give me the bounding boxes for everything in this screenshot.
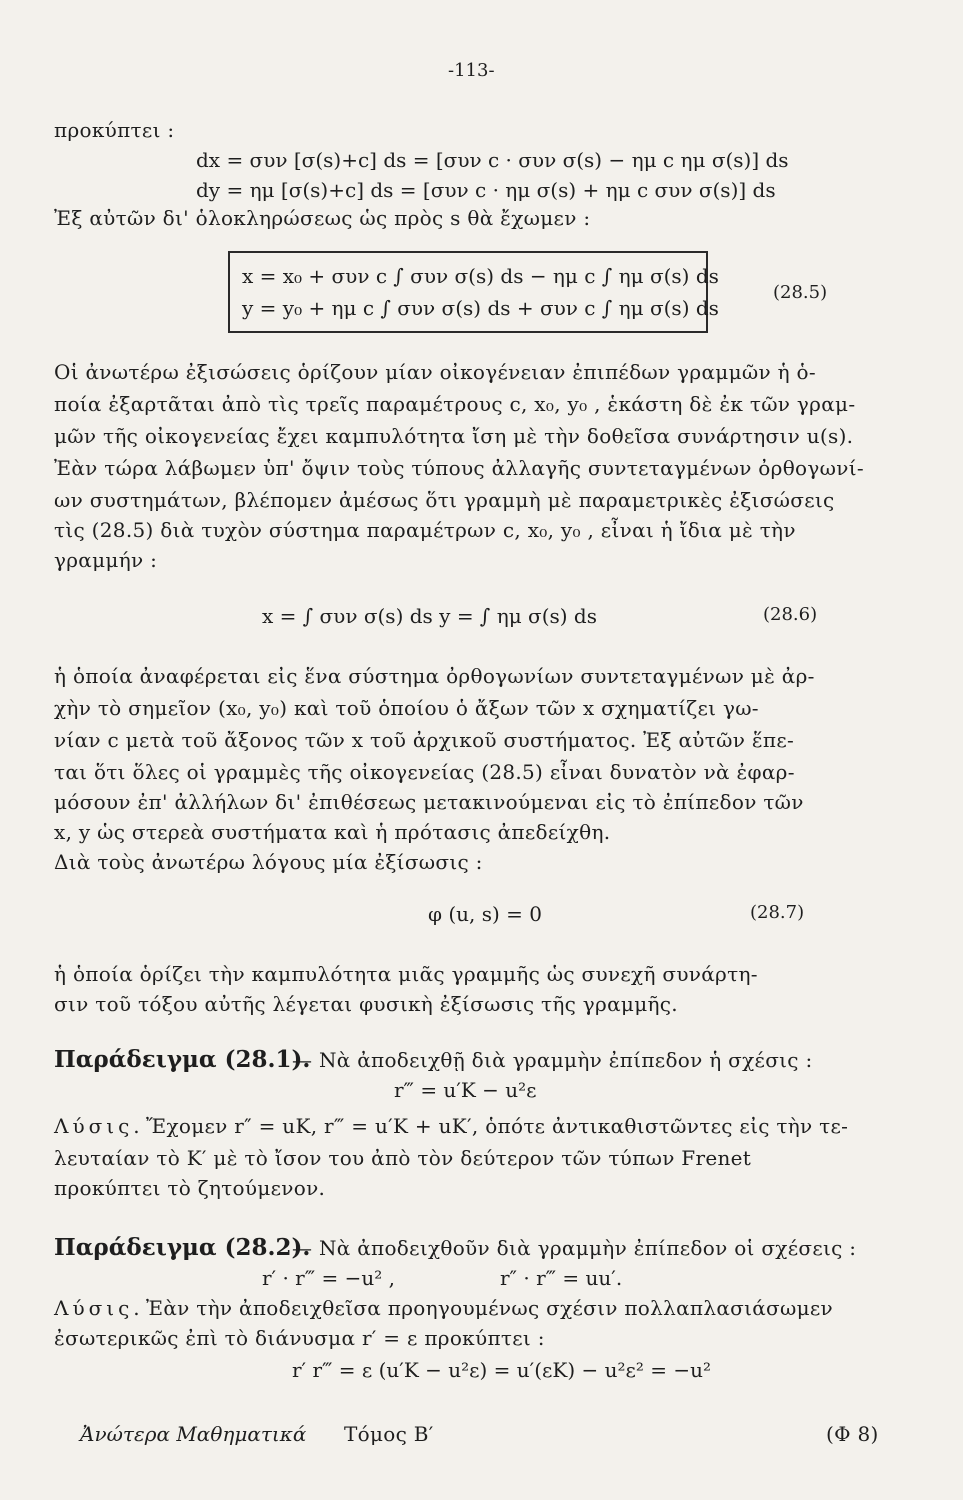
- example-heading: Παράδειγμα (28.1).: [54, 1046, 311, 1073]
- text-line: λευταίαν τὸ K′ μὲ τὸ ἴσον του ἀπὸ τὸν δεύτερον τῶν τύπων Frenet: [54, 1146, 752, 1170]
- text-line: x, y ὡς στερεὰ συστήματα καὶ ἡ πρότασις ἀπεδείχθη.: [54, 820, 611, 844]
- equation-number: (28.7): [750, 902, 805, 923]
- example-heading: Παράδειγμα (28.2).: [54, 1234, 311, 1261]
- text-line: ἡ ὁποία ὁρίζει τὴν καμπυλότητα μιᾶς γραμμῆς ὡς συνεχῆ συνάρτη-: [54, 962, 758, 986]
- text-line: Διὰ τοὺς ἀνωτέρω λόγους μία ἐξίσωσις :: [54, 850, 483, 874]
- equation-dy: dy = ημ [σ(s)+c] ds = [συν c · ημ σ(s) + ημ c συν σ(s)] ds: [196, 178, 776, 202]
- text-line: προκύπτει :: [54, 118, 175, 142]
- equation-solution: r′ r‴ = ε (u′K − u²ε) = u′(εK) − u²ε² = −u²: [292, 1358, 711, 1382]
- text-line: Ἔχομεν r″ = uK, r‴ = u′K + uK′, ὁπότε ἀντικαθιστῶντες εἰς τὴν τε-: [146, 1114, 849, 1138]
- equation-natural-curve: x = ∫ συν σ(s) ds y = ∫ ημ σ(s) ds: [262, 604, 597, 628]
- footer-book-title: Ἀνώτερα Μαθηματικά: [80, 1422, 307, 1446]
- text-line: Ἐὰν τὴν ἀποδειχθεῖσα προηγουμένως σχέσιν πολλαπλασιάσωμεν: [146, 1296, 834, 1320]
- equation-y-integral: y = y₀ + ημ c ∫ συν σ(s) ds + συν c ∫ ημ σ(s) ds: [242, 296, 719, 320]
- equation-example: r′ · r‴ = −u² ,: [262, 1266, 395, 1290]
- example-statement: — Νὰ ἀποδειχθοῦν διὰ γραμμὴν ἐπίπεδον οἱ σχέσεις :: [292, 1236, 857, 1260]
- text-line: ποία ἐξαρτᾶται ἀπὸ τὶς τρεῖς παραμέτρους c, x₀, y₀ , ἑκάστη δὲ ἐκ τῶν γραμ-: [54, 392, 856, 416]
- text-line: σιν τοῦ τόξου αὐτῆς λέγεται φυσικὴ ἐξίσωσις τῆς γραμμῆς.: [54, 992, 678, 1016]
- text-line: ἐσωτερικῶς ἐπὶ τὸ διάνυσμα r′ = ε προκύπτει :: [54, 1326, 545, 1350]
- equation-natural: φ (u, s) = 0: [428, 902, 543, 926]
- text-line: ται ὅτι ὅλες οἱ γραμμὲς τῆς οἰκογενείας (28.5) εἶναι δυνατὸν νὰ ἐφαρ-: [54, 760, 795, 784]
- footer-sheet: (Φ 8): [826, 1422, 879, 1446]
- equation-number: (28.5): [773, 282, 828, 303]
- text-line: χὴν τὸ σημεῖον (x₀, y₀) καὶ τοῦ ὁποίου ὁ ἄξων τῶν x σχηματίζει γω-: [54, 696, 759, 720]
- solution-label: Λύσις.: [54, 1296, 144, 1320]
- equation-x-integral: x = x₀ + συν c ∫ συν σ(s) ds − ημ c ∫ ημ σ(s) ds: [242, 264, 719, 288]
- text-line: ων συστημάτων, βλέπομεν ἀμέσως ὅτι γραμμὴ μὲ παραμετρικὲς ἐξισώσεις: [54, 488, 835, 512]
- footer-volume: Τόμος Β′: [344, 1422, 434, 1446]
- text-line: μόσουν ἐπ' ἀλλήλων δι' ἐπιθέσεως μετακινούμεναι εἰς τὸ ἐπίπεδον τῶν: [54, 790, 804, 814]
- text-line: νίαν c μετὰ τοῦ ἄξονος τῶν x τοῦ ἀρχικοῦ συστήματος. Ἐξ αὐτῶν ἕπε-: [54, 728, 795, 752]
- text-line: Ἐὰν τώρα λάβωμεν ὑπ' ὄψιν τοὺς τύπους ἀλλαγῆς συντεταγμένων ὀρθογωνί-: [54, 456, 864, 480]
- equation-number: (28.6): [763, 604, 818, 625]
- text-line: προκύπτει τὸ ζητούμενον.: [54, 1176, 326, 1200]
- example-statement: — Νὰ ἀποδειχθῇ διὰ γραμμὴν ἐπίπεδον ἡ σχέσις :: [292, 1048, 813, 1072]
- text-line: τὶς (28.5) διὰ τυχὸν σύστημα παραμέτρων c, x₀, y₀ , εἶναι ἡ ἴδια μὲ τὴν: [54, 518, 796, 542]
- text-line: Ἐξ αὐτῶν δι' ὁλοκληρώσεως ὡς πρὸς s θὰ ἔχωμεν :: [54, 206, 591, 230]
- solution-label: Λύσις.: [54, 1114, 144, 1138]
- equation-example: r″ · r‴ = uu′.: [500, 1266, 623, 1290]
- page-number: -113-: [448, 60, 495, 81]
- text-line: γραμμήν :: [54, 548, 158, 572]
- equation-dx: dx = συν [σ(s)+c] ds = [συν c · συν σ(s) − ημ c ημ σ(s)] ds: [196, 148, 789, 172]
- text-line: Οἱ ἀνωτέρω ἐξισώσεις ὁρίζουν μίαν οἰκογένειαν ἐπιπέδων γραμμῶν ἡ ὁ-: [54, 360, 816, 384]
- equation-example: r‴ = u′K − u²ε: [394, 1078, 537, 1102]
- text-line: μῶν τῆς οἰκογενείας ἔχει καμπυλότητα ἴση μὲ τὴν δοθεῖσα συνάρτησιν u(s).: [54, 424, 854, 448]
- text-line: ἡ ὁποία ἀναφέρεται εἰς ἕνα σύστημα ὀρθογωνίων συντεταγμένων μὲ ἀρ-: [54, 664, 815, 688]
